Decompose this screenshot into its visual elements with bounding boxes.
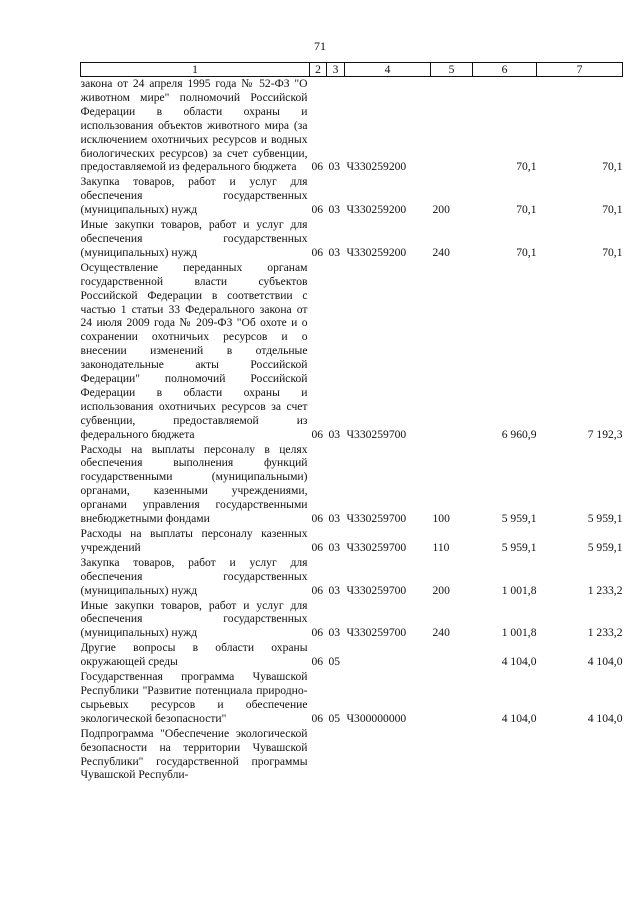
subsection-code: 03 — [328, 583, 341, 597]
amount-year-2: 5 959,1 — [587, 512, 623, 526]
amount-year-1: 4 104,0 — [501, 655, 537, 669]
column-header-6: 6 — [473, 63, 537, 77]
target-article-code — [345, 641, 431, 670]
expense-type-code: 200 — [432, 203, 450, 217]
page-number: 71 — [314, 39, 326, 53]
section-code: 06 — [311, 711, 324, 725]
target-article-code: Ч330259700 — [346, 512, 407, 526]
expense-type-code — [431, 641, 473, 670]
target-article-code: Ч330259200 — [346, 160, 407, 174]
section-code: 06 — [311, 540, 324, 554]
row-description: закона от 24 апреля 1995 года № 52-ФЗ "О животном мире" полномочий Российской Федерации в области охраны и использования объектов животного мира (за исключением охотничьих ресурсов и водных биологических ресурсов) за счет субвенции, предоставляемой из федерального бюджета — [80, 77, 308, 174]
row-description: Закупка товаров, работ и услуг для обеспечения государственных (муниципальных) нужд — [80, 555, 308, 597]
table-row — [81, 175, 623, 218]
amount-year-1: 1 001,8 — [501, 626, 537, 640]
section-code: 06 — [311, 583, 324, 597]
target-article-code: Ч330259700 — [346, 540, 407, 554]
section-code: 06 — [311, 626, 324, 640]
table-row — [81, 641, 623, 670]
subsection-code: 03 — [328, 203, 341, 217]
column-header-3: 3 — [327, 63, 345, 77]
expense-type-code: 110 — [432, 540, 450, 554]
amount-year-1: 70,1 — [516, 160, 537, 174]
amount-year-1: 4 104,0 — [501, 711, 537, 725]
row-description: Другие вопросы в области охраны окружающей среды — [80, 641, 308, 669]
section-code: 06 — [311, 160, 324, 174]
amount-year-2: 1 233,2 — [587, 626, 623, 640]
amount-year-2: 7 192,3 — [587, 427, 623, 441]
target-article-code: Ч330259700 — [346, 583, 407, 597]
expense-type-code: 200 — [432, 583, 450, 597]
expense-type-code — [431, 77, 473, 176]
target-article-code: Ч330259200 — [346, 245, 407, 259]
row-description: Государственная программа Чувашской Республики "Развитие потенциала природно-сырьевых ресурсов и обеспечение экологической безопасности" — [80, 670, 308, 725]
subsection-code: 03 — [328, 626, 341, 640]
subsection-code: 05 — [328, 655, 341, 669]
target-article-code: Ч300000000 — [346, 711, 407, 725]
amount-year-2: 70,1 — [602, 203, 623, 217]
subsection-code: 03 — [328, 512, 341, 526]
amount-year-2: 70,1 — [602, 160, 623, 174]
section-code: 06 — [311, 512, 324, 526]
column-header-2: 2 — [310, 63, 327, 77]
column-header-1: 1 — [81, 63, 310, 77]
amount-year-2: 4 104,0 — [587, 655, 623, 669]
expense-type-code — [431, 670, 473, 727]
amount-year-2 — [537, 727, 623, 784]
section-code: 06 — [311, 427, 324, 441]
subsection-code: 03 — [328, 160, 341, 174]
table-row — [81, 599, 623, 642]
table-row — [81, 527, 623, 556]
section-code — [310, 727, 327, 784]
amount-year-1: 6 960,9 — [501, 427, 537, 441]
column-header-5: 5 — [431, 63, 473, 77]
expense-type-code: 240 — [432, 626, 450, 640]
expense-type-code: 100 — [432, 512, 450, 526]
amount-year-1: 5 959,1 — [501, 512, 537, 526]
section-code: 06 — [311, 655, 324, 669]
amount-year-1: 5 959,1 — [501, 540, 537, 554]
section-code: 06 — [311, 245, 324, 259]
target-article-code: Ч330259200 — [346, 203, 407, 217]
table-header — [81, 63, 623, 77]
target-article-code: Ч330259700 — [346, 427, 407, 441]
amount-year-2: 70,1 — [602, 245, 623, 259]
subsection-code — [327, 727, 345, 784]
budget-table — [80, 62, 623, 783]
target-article-code — [345, 727, 431, 784]
row-description: Закупка товаров, работ и услуг для обеспечения государственных (муниципальных) нужд — [80, 175, 308, 217]
row-description: Иные закупки товаров, работ и услуг для обеспечения государственных (муниципальных) нужд — [80, 218, 308, 259]
row-description: Подпрограмма "Обеспечение экологической безопасности на территории Чувашской Республики" государственной программы Чувашской Республи- — [80, 726, 308, 782]
header-row — [81, 63, 623, 77]
table-row — [81, 727, 623, 784]
expense-type-code — [431, 727, 473, 784]
amount-year-2: 4 104,0 — [587, 711, 623, 725]
amount-year-1: 70,1 — [516, 245, 537, 259]
row-description: Иные закупки товаров, работ и услуг для обеспечения государственных (муниципальных) нужд — [80, 598, 308, 640]
table-row — [81, 261, 623, 443]
row-description: Осуществление переданных органам государственной власти субъектов Российской Федерации в соответствии с частью 1 статьи 33 Федерального закона от 24 июля 2009 года № 209-ФЗ "Об охоте и о сохранении охотничьих ресурсов и о внесении изменений в отдельные законодательные акты Российской Федерации" полномочий Российской Федерации в области охраны и использования охотничьих ресурсов за счет субвенции, предоставляемой из федерального бюджета — [80, 260, 308, 441]
table-row — [81, 218, 623, 261]
row-description: Расходы на выплаты персоналу в целях обеспечения выполнения функций государственными (муниципальными) органами, казенными учреждениями, органами управления государственными внебюджетными фондами — [80, 442, 308, 526]
table-row — [81, 443, 623, 527]
section-code: 06 — [311, 203, 324, 217]
column-header-7: 7 — [537, 63, 623, 77]
amount-year-1: 1 001,8 — [501, 583, 537, 597]
amount-year-1: 70,1 — [516, 203, 537, 217]
row-description: Расходы на выплаты персоналу казенных учреждений — [80, 527, 308, 554]
subsection-code: 03 — [328, 540, 341, 554]
subsection-code: 05 — [328, 711, 341, 725]
expense-type-code — [431, 261, 473, 443]
amount-year-2: 5 959,1 — [587, 540, 623, 554]
column-header-4: 4 — [345, 63, 431, 77]
amount-year-2: 1 233,2 — [587, 583, 623, 597]
subsection-code: 03 — [328, 245, 341, 259]
table-row — [81, 556, 623, 599]
target-article-code: Ч330259700 — [346, 626, 407, 640]
table-row — [81, 77, 623, 176]
expense-type-code: 240 — [432, 245, 450, 259]
amount-year-1 — [473, 727, 537, 784]
subsection-code: 03 — [328, 427, 341, 441]
table-row — [81, 670, 623, 727]
